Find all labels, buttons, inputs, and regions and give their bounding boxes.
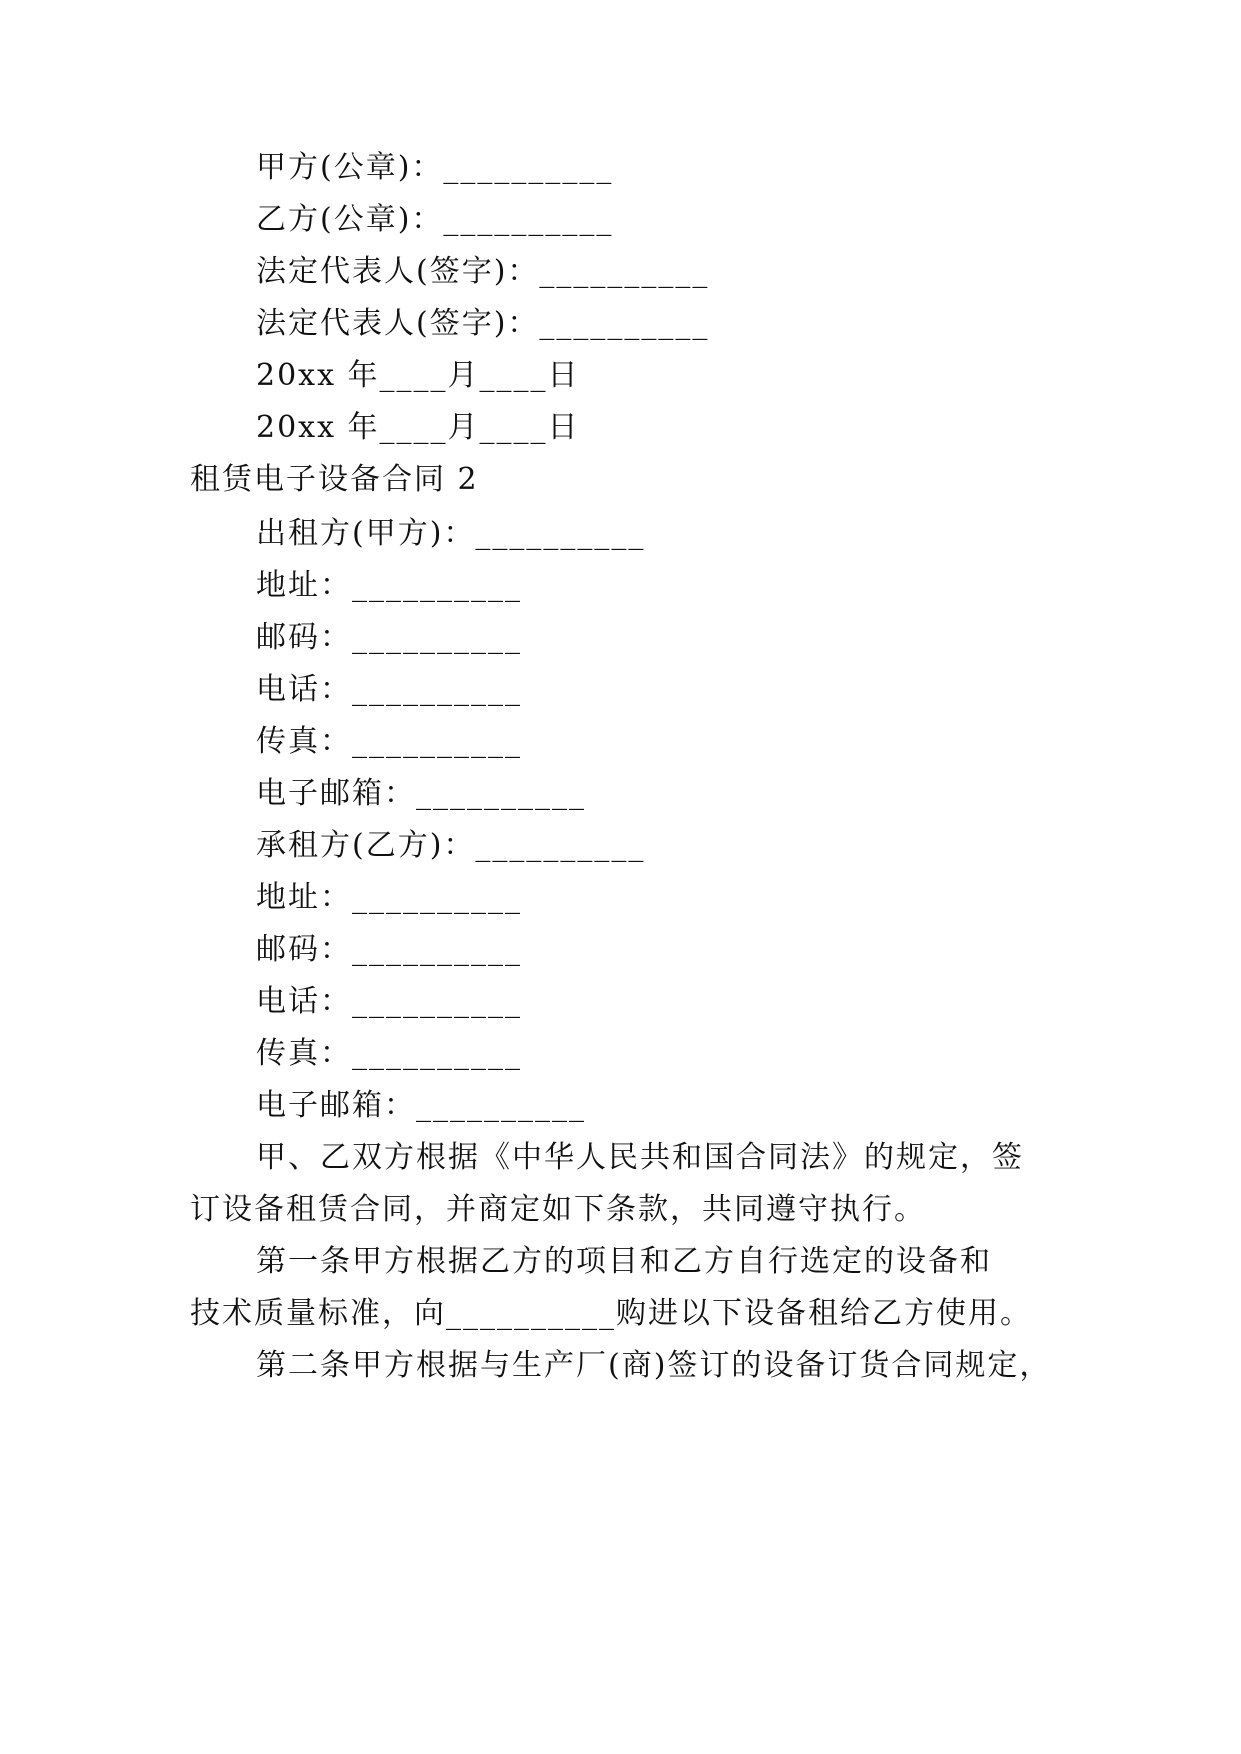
lessee-address: 地址：__________ [256, 880, 522, 915]
legal-rep-line-1: 法定代表人(签字)：__________ [256, 254, 710, 289]
lessee-postcode: 邮码：__________ [256, 932, 522, 967]
lessor-fax: 传真：__________ [256, 724, 522, 759]
lessee-fax: 传真：__________ [256, 1036, 522, 1071]
lessor-phone: 电话：__________ [256, 672, 522, 707]
lessor-label: 出租方(甲方)：__________ [256, 516, 646, 551]
intro-paragraph-line-2: 订设备租赁合同，并商定如下条款，共同遵守执行。 [190, 1192, 926, 1227]
lessee-label: 承租方(乙方)：__________ [256, 828, 646, 863]
legal-rep-line-2: 法定代表人(签字)：__________ [256, 306, 710, 341]
article-1-line-2: 技术质量标准，向__________购进以下设备租给乙方使用。 [190, 1296, 1032, 1331]
date-line-2: 20xx 年____月____日 [256, 410, 580, 445]
lessee-email: 电子邮箱：__________ [256, 1088, 586, 1123]
lessor-email: 电子邮箱：__________ [256, 776, 586, 811]
lessee-phone: 电话：__________ [256, 984, 522, 1019]
contract-title: 租赁电子设备合同 2 [190, 462, 479, 497]
lessor-address: 地址：__________ [256, 568, 522, 603]
intro-paragraph-line-1: 甲、乙双方根据《中华人民共和国合同法》的规定，签 [256, 1140, 1024, 1175]
article-1-line-1: 第一条甲方根据乙方的项目和乙方自行选定的设备和 [256, 1244, 992, 1279]
lessor-postcode: 邮码：__________ [256, 620, 522, 655]
date-line-1: 20xx 年____月____日 [256, 358, 580, 393]
party-a-seal-line: 甲方(公章)：__________ [256, 150, 614, 185]
article-2-line-1: 第二条甲方根据与生产厂(商)签订的设备订货合同规定， [256, 1348, 1052, 1383]
party-b-seal-line: 乙方(公章)：__________ [256, 202, 614, 237]
